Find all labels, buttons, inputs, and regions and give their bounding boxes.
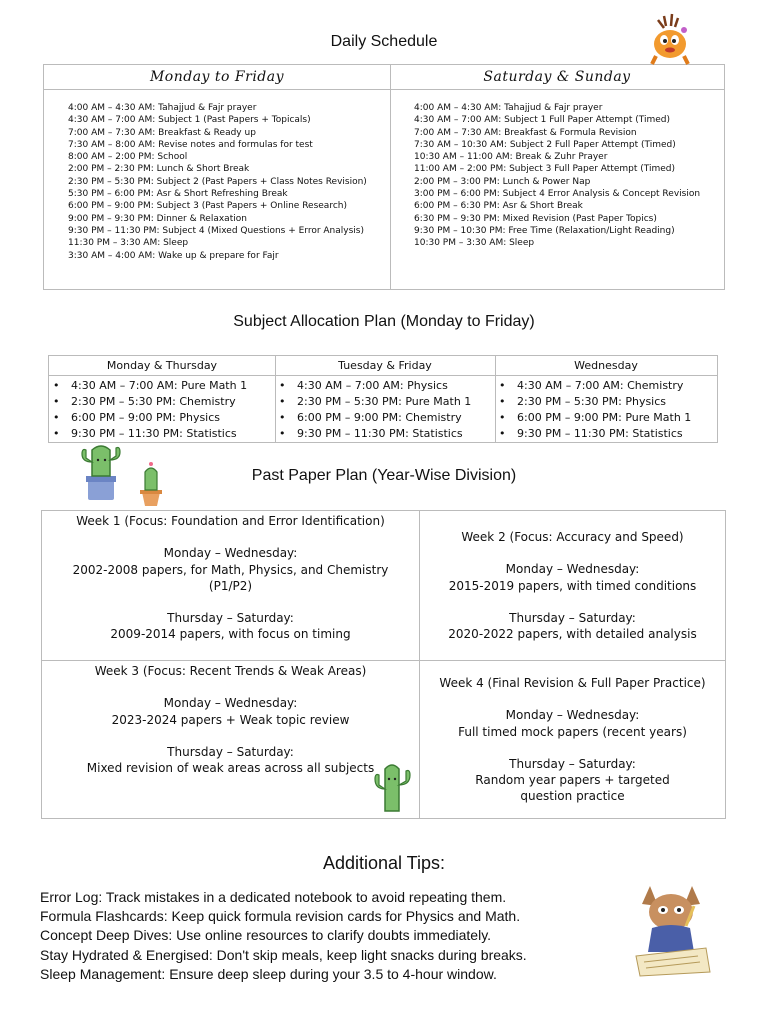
mw-text: 2015-2019 papers, with timed conditions [448,578,697,593]
past-paper-title: Past Paper Plan (Year-Wise Division) [251,467,517,484]
schedule-item: 9:00 PM – 9:30 PM: Dinner & Relaxation [68,213,247,224]
weekday-column [44,65,391,289]
allocation-item: • 2:30 PM – 5:30 PM: Chemistry [49,394,275,410]
cartoon-scholar-icon [628,876,714,980]
allocation-item: • 9:30 PM – 11:30 PM: Statistics [49,426,275,442]
mw-text: 2002-2008 papers, for Math, Physics, and Chemistry (P1/P2) [72,562,389,593]
week-1-cell [42,511,420,661]
allocation-item: • 2:30 PM – 5:30 PM: Physics [495,394,717,410]
tip-item: Stay Hydrated & Energised: Don't skip meals, keep light snacks during breaks. [40,946,527,963]
allocation-item: • 6:00 PM – 9:00 PM: Physics [49,410,275,426]
allocation-item: • 4:30 AM – 7:00 AM: Chemistry [495,378,717,394]
allocation-column-mon-thu [49,356,276,442]
cactus-pots-icon [74,440,174,512]
weekday-header: Monday to Friday [44,65,390,90]
schedule-item: 6:00 PM – 6:30 PM: Asr & Short Break [414,201,583,212]
week-heading: Week 4 (Final Revision & Full Paper Practice) [439,676,706,690]
allocation-item: • 6:00 PM – 9:00 PM: Chemistry [275,410,495,426]
schedule-item: 2:30 PM – 5:30 PM: Subject 2 (Past Papers + Class Notes Revision) [68,176,367,187]
allocation-item: • 9:30 PM – 11:30 PM: Statistics [495,426,717,442]
tips-list [40,888,640,984]
tip-item: Concept Deep Dives: Use online resources to clarify doubts immediately. [40,927,492,944]
week-4-cell [420,661,725,818]
schedule-item: 4:00 AM – 4:30 AM: Tahajjud & Fajr prayer [414,103,603,113]
ts-text: Random year papers + targeted question practice [475,773,670,804]
weekday-list [44,90,390,262]
schedule-item: 8:00 AM – 2:00 PM: School [68,152,188,163]
schedule-item: 10:30 AM – 11:00 AM: Break & Zuhr Prayer [414,152,608,163]
schedule-item: 2:00 PM – 2:30 PM: Lunch & Short Break [68,164,250,175]
weekend-header: Saturday & Sunday [390,65,724,90]
schedule-item: 3:30 AM – 4:00 AM: Wake up & prepare for Fajr [68,250,279,261]
allocation-item: • 4:30 AM – 7:00 AM: Pure Math 1 [49,378,275,394]
week-heading: Week 2 (Focus: Accuracy and Speed) [461,530,684,544]
schedule-item: 3:00 PM – 6:00 PM: Subject 4 Error Analysis & Concept Revision [414,189,701,200]
mw-label: Monday – Wednesday: [163,546,298,561]
schedule-item: 9:30 PM – 10:30 PM: Free Time (Relaxation/Light Reading) [414,225,675,236]
mw-text: 2023-2024 papers + Weak topic review [111,712,350,727]
week-heading: Week 3 (Focus: Recent Trends & Weak Areas) [94,664,367,678]
ts-label: Thursday – Saturday: [167,744,294,759]
schedule-item: 7:30 AM – 8:00 AM: Revise notes and formulas for test [68,139,313,150]
mw-label: Monday – Wednesday: [505,708,640,723]
allocation-header: Wednesday [495,356,717,376]
allocation-list [275,376,495,442]
weekend-column [390,65,724,289]
schedule-item: 4:00 AM – 4:30 AM: Tahajjud & Fajr prayer [68,103,257,113]
allocation-title: Subject Allocation Plan (Monday to Friday) [233,313,535,330]
allocation-header: Tuesday & Friday [275,356,495,376]
cartoon-creature-icon [644,10,696,68]
allocation-column-tue-fri [275,356,496,442]
allocation-header: Monday & Thursday [49,356,275,376]
schedule-item: 11:30 PM – 3:30 AM: Sleep [68,238,189,249]
allocation-list [49,376,275,442]
schedule-item: 7:30 AM – 10:30 AM: Subject 2 Full Paper Attempt (Timed) [414,139,676,150]
schedule-item: 10:30 PM – 3:30 AM: Sleep [414,238,535,249]
week-3-cell [42,661,420,818]
ts-text: 2020-2022 papers, with detailed analysis [448,627,697,642]
schedule-item: 2:00 PM – 3:00 PM: Lunch & Power Nap [414,176,591,187]
allocation-item: • 4:30 AM – 7:00 AM: Physics [275,378,495,394]
allocation-column-wed [495,356,717,442]
schedule-item: 7:00 AM – 7:30 AM: Breakfast & Formula Revision [414,127,637,138]
week-2-cell [420,511,725,661]
schedule-item: 6:30 PM – 9:30 PM: Mixed Revision (Past Paper Topics) [414,213,657,224]
allocation-item: • 2:30 PM – 5:30 PM: Pure Math 1 [275,394,495,410]
allocation-table [48,355,718,443]
tip-item: Formula Flashcards: Keep quick formula revision cards for Physics and Math. [40,908,521,925]
daily-schedule-title: Daily Schedule [330,33,438,50]
schedule-item: 4:30 AM – 7:00 AM: Subject 1 Full Paper Attempt (Timed) [414,115,671,126]
schedule-item: 6:00 PM – 9:00 PM: Subject 3 (Past Papers + Online Research) [68,201,347,212]
cactus-icon [370,757,416,813]
ts-label: Thursday – Saturday: [509,610,636,625]
daily-schedule-table [43,64,725,290]
schedule-item: 9:30 PM – 11:30 PM: Subject 4 (Mixed Questions + Error Analysis) [68,225,364,236]
ts-text: 2009-2014 papers, with focus on timing [110,627,351,642]
schedule-item: 4:30 AM – 7:00 AM: Subject 1 (Past Papers + Topicals) [68,115,311,126]
allocation-item: • 6:00 PM – 9:00 PM: Pure Math 1 [495,410,717,426]
allocation-item: • 9:30 PM – 11:30 PM: Statistics [275,426,495,442]
tip-item: Sleep Management: Ensure deep sleep during your 3.5 to 4-hour window. [40,965,497,982]
schedule-item: 5:30 PM – 6:00 PM: Asr & Short Refreshing Break [68,189,288,200]
mw-label: Monday – Wednesday: [163,696,298,711]
mw-text: Full timed mock papers (recent years) [458,724,687,739]
tips-title: Additional Tips: [322,853,446,873]
tip-item: Error Log: Track mistakes in a dedicated notebook to avoid repeating them. [40,889,507,905]
ts-text: Mixed revision of weak areas across all subjects [86,761,375,776]
mw-label: Monday – Wednesday: [505,562,640,577]
week-heading: Week 1 (Focus: Foundation and Error Identification) [76,514,385,528]
weekend-list [390,90,724,250]
schedule-item: 7:00 AM – 7:30 AM: Breakfast & Ready up [68,127,256,138]
ts-label: Thursday – Saturday: [509,756,636,771]
ts-label: Thursday – Saturday: [167,611,294,626]
allocation-list [495,376,717,442]
schedule-item: 11:00 AM – 2:00 PM: Subject 3 Full Paper Attempt (Timed) [414,164,676,175]
